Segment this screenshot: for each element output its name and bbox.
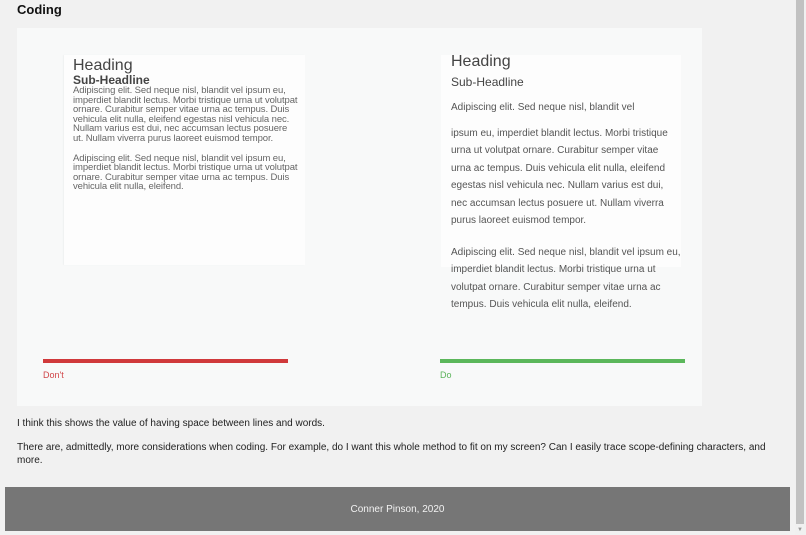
dont-paragraph: Adipiscing elit. Sed neque nisl, blandit vel ipsum eu, imperdiet blandit lectus. Morbi tristique urna ut volutpat ornare. Curabitur semper vitae urna ac tempus. Duis vehicula elit nulla, eleifend. — [73, 152, 298, 193]
body-paragraph: I think this shows the value of having space between lines and words. — [17, 418, 325, 429]
page-title: Coding — [17, 2, 62, 17]
dont-paragraph: Adipiscing elit. Sed neque nisl, blandit vel ipsum eu, imperdiet blandit lectus. Morbi tristique urna ut volutpat ornare. Curabitur semper vitae urna ac tempus. Duis vehicula elit nulla, eleifend egestas nisl vehicula nec. Nullam varius est dui, nec accumsan lectus posuere ut. Nullam viverra purus laoreet euismod tempor. — [73, 85, 298, 144]
do-body — [451, 99, 681, 314]
scrollbar-thumb[interactable] — [796, 0, 804, 524]
do-example-panel — [451, 52, 681, 314]
comparison-figure — [17, 28, 702, 406]
footer — [5, 487, 790, 531]
dont-subheading: Sub-Headline — [73, 73, 150, 87]
dont-body — [73, 86, 298, 202]
dont-indicator-bar — [43, 359, 288, 363]
vertical-scrollbar[interactable] — [795, 0, 806, 535]
do-indicator-bar — [440, 359, 685, 363]
do-label: Do — [440, 370, 452, 380]
body-paragraph: There are, admittedly, more considerations when coding. For example, do I want this whole method to fit on my screen? Can I easily trace scope-defining characters, and more. — [17, 442, 766, 466]
dont-example-panel — [64, 55, 305, 265]
do-heading: Heading — [451, 53, 511, 70]
footer-text: Conner Pinson, 2020 — [350, 503, 445, 515]
dont-label: Don't — [43, 370, 64, 380]
dont-heading: Heading — [73, 57, 133, 74]
do-subheading: Sub-Headline — [451, 75, 524, 89]
do-paragraph: Adipiscing elit. Sed neque nisl, blandit vel ipsum eu, imperdiet blandit lectus. Morbi tristique urna ut volutpat ornare. Curabitur semper vitae urna ac tempus. Duis vehicula elit nulla, eleifend. — [451, 246, 681, 310]
do-paragraph: Adipiscing elit. Sed neque nisl, blandit vel — [451, 102, 635, 113]
scroll-down-arrow-icon[interactable]: ▼ — [797, 527, 803, 533]
do-paragraph: ipsum eu, imperdiet blandit lectus. Morbi tristique urna ut volutpat ornare. Curabitur semper vitae urna ac tempus. Duis vehicula elit nulla, eleifend egestas nisl vehicula nec. Nullam varius est dui, nec accumsan lectus posuere ut. Nullam viverra purus laoreet euismod tempor. — [451, 127, 668, 226]
